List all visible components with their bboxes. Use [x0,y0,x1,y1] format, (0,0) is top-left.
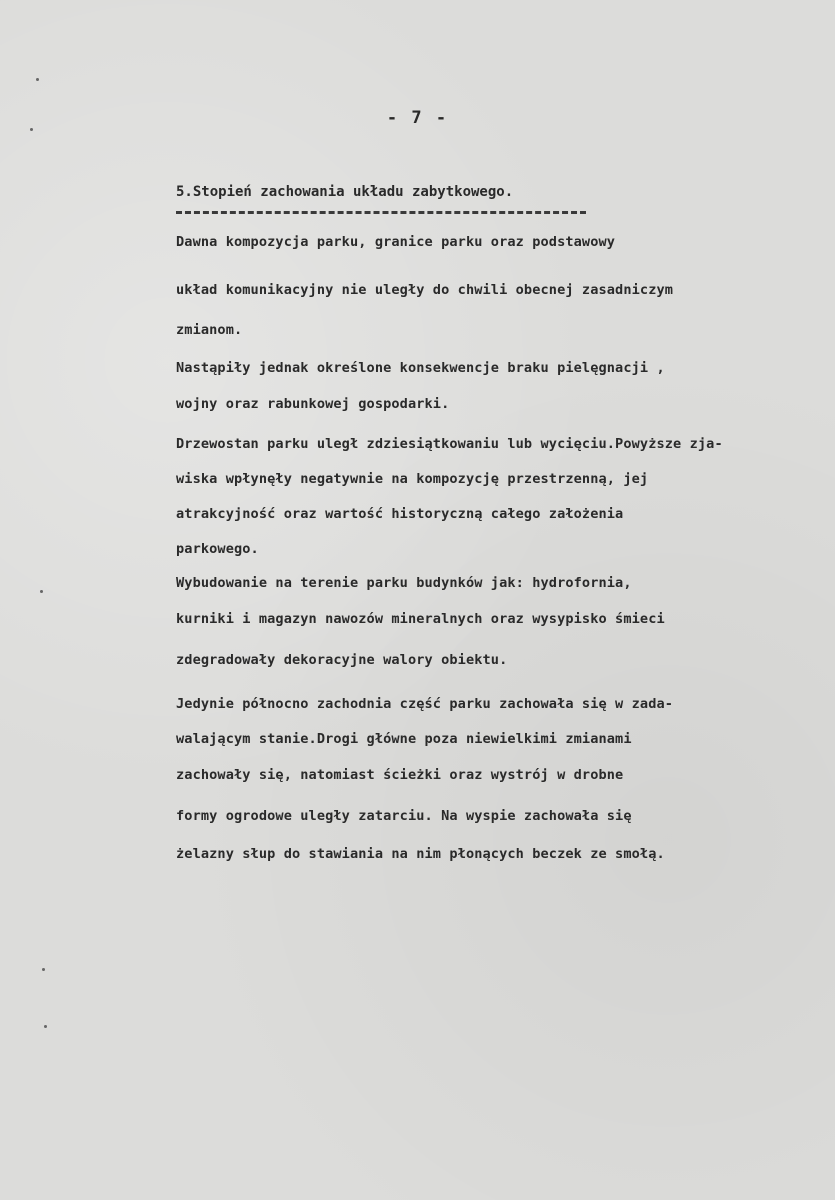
section-heading: 5.Stopień zachowania układu zabytkowego. [176,184,514,200]
body-line: zdegradowały dekoracyjne walory obiektu. [176,652,508,668]
body-line: Drzewostan parku uległ zdziesiątkowaniu lub wycięciu.Powyższe zja- [176,436,723,452]
body-line: Dawna kompozycja parku, granice parku oraz podstawowy [176,234,616,250]
paper-speck [30,128,33,131]
body-line: kurniki i magazyn nawozów mineralnych oraz wysypisko śmieci [176,611,665,627]
body-line: żelazny słup do stawiania na nim płonących beczek ze smołą. [176,846,665,862]
body-line: Wybudowanie na terenie parku budynków jak: hydrofornia, [176,575,632,591]
paper-speck [40,590,43,593]
body-line: walającym stanie.Drogi główne poza niewielkimi zmianami [176,731,632,747]
paper-speck [42,968,45,971]
body-line: wojny oraz rabunkowej gospodarki. [176,396,450,412]
paper-speck [44,1025,47,1028]
page-number: - 7 - [386,108,449,128]
heading-underline [176,211,586,214]
body-line: Nastąpiły jednak określone konsekwencje braku pielęgnacji , [176,360,665,376]
body-line: zachowały się, natomiast ścieżki oraz wystrój w drobne [176,767,624,783]
body-line: parkowego. [176,541,259,557]
body-line: układ komunikacyjny nie uległy do chwili obecnej zasadniczym [176,282,674,298]
body-line: Jedynie północno zachodnia część parku zachowała się w zada- [176,696,674,712]
body-line: wiska wpłynęły negatywnie na kompozycję przestrzenną, jej [176,471,649,487]
body-line: zmianom. [176,322,243,338]
paper-speck [36,78,39,81]
body-line: formy ogrodowe uległy zatarciu. Na wyspie zachowała się [176,808,632,824]
body-line: atrakcyjność oraz wartość historyczną całego założenia [176,506,624,522]
